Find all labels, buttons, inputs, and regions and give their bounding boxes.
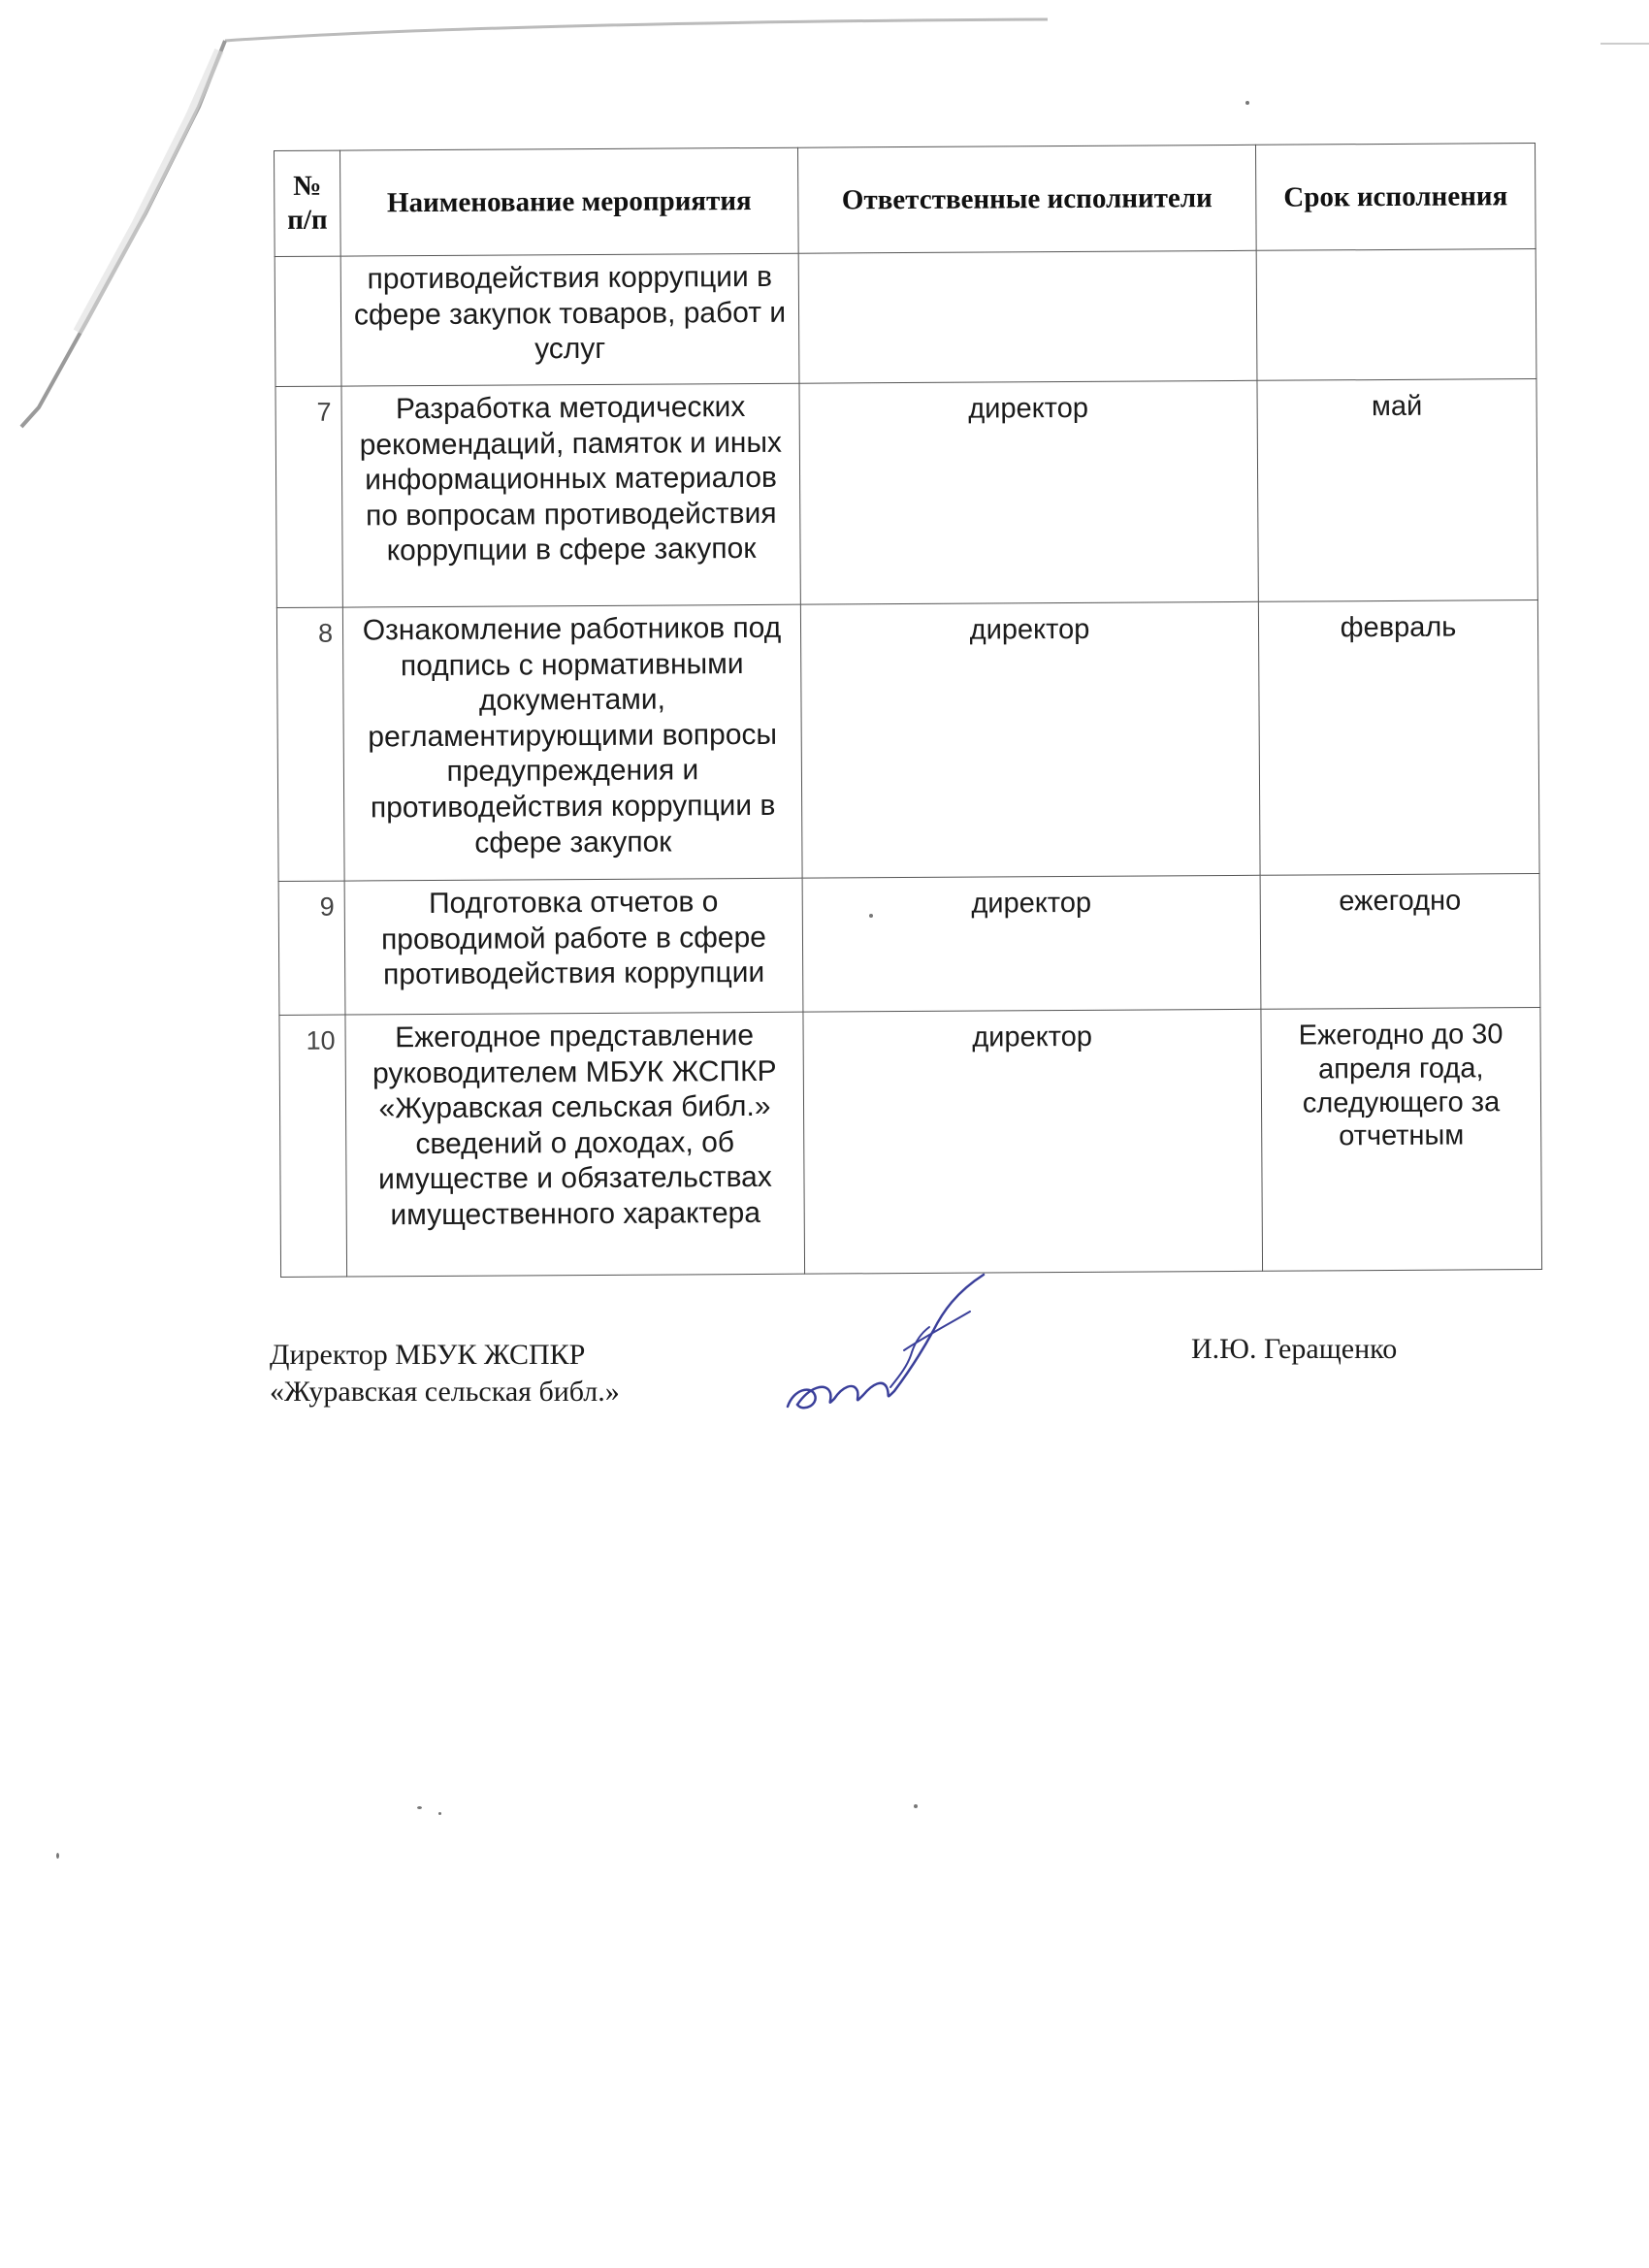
plan-table [274, 143, 1542, 1278]
row-number: 7 [275, 386, 342, 607]
signer-position [270, 1337, 620, 1409]
table-row [278, 874, 1540, 1016]
signer-name: И.Ю. Геращенко [1191, 1333, 1398, 1365]
row-number: 9 [278, 881, 345, 1015]
row-event: Ознакомление работников под подпись с нормативными документами, регламентирующими вопросы предупреждения и противодействия коррупции в сфере закупок [342, 604, 802, 881]
scan-speck [417, 1806, 422, 1809]
row-event: Подготовка отчетов о проводимой работе в сфере противодействия коррупции [344, 878, 803, 1015]
table-row [275, 379, 1537, 608]
row-responsible [798, 250, 1257, 383]
table-row [279, 1008, 1542, 1278]
table-row [275, 249, 1536, 387]
row-term: февраль [1258, 600, 1539, 876]
row-number: 8 [276, 607, 344, 881]
row-term: май [1257, 379, 1537, 602]
header-term: Срок исполнения [1255, 144, 1536, 251]
signer-position-line1: Директор МБУК ЖСПКР [270, 1339, 586, 1371]
row-event: противодействия коррупции в сфере закупок товаров, работ и услуг [340, 253, 799, 386]
row-term: ежегодно [1260, 874, 1540, 1010]
signer-position-line2: «Журавская сельская библ.» [270, 1375, 620, 1408]
scan-speck [914, 1804, 918, 1808]
table-row [276, 600, 1539, 882]
row-event: Разработка методических рекомендаций, памяток и иных информационных материалов по вопросам противодействия коррупции в сфере закупок [341, 383, 800, 607]
scan-speck [869, 914, 873, 918]
row-number [275, 256, 341, 386]
scan-speck [1245, 101, 1249, 105]
scan-speck [438, 1812, 441, 1815]
table-header-row [275, 144, 1536, 257]
row-responsible: директор [799, 380, 1258, 604]
row-responsible: директор [803, 1009, 1263, 1274]
scan-speck [56, 1853, 59, 1859]
header-number: № п/п [275, 150, 341, 256]
row-number: 10 [279, 1015, 347, 1277]
row-responsible: директор [802, 875, 1261, 1012]
header-event: Наименование мероприятия [340, 147, 799, 256]
row-event: Ежегодное представление руководителем МБУК ЖСПКР «Журавская сельская библ.» сведений о доходах, об имуществе и обязательствах имущественного характера [345, 1012, 805, 1277]
row-responsible: директор [800, 601, 1260, 878]
row-term: Ежегодно до 30 апреля года, следующего за отчетным [1261, 1008, 1542, 1272]
handwritten-signature [776, 1271, 999, 1426]
header-responsible: Ответственные исполнители [797, 145, 1256, 253]
row-term [1256, 249, 1536, 381]
